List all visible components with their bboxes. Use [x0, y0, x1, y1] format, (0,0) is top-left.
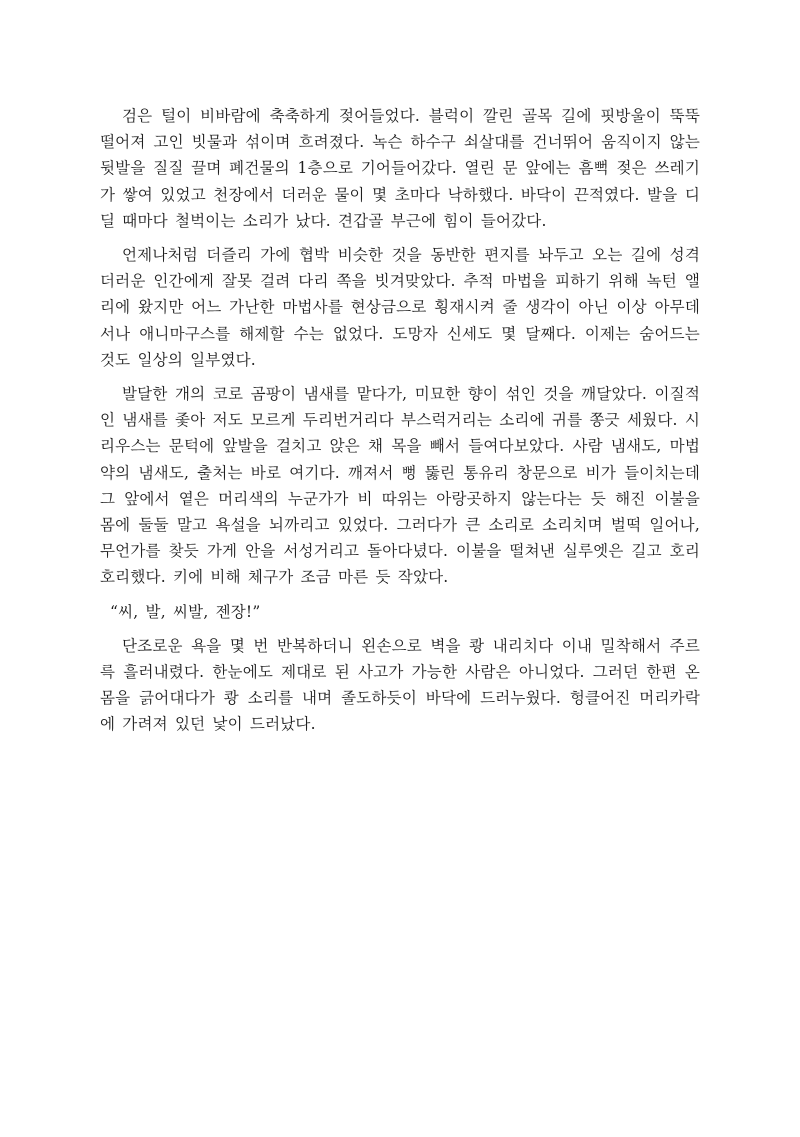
- dialogue-line: “씨, 발, 씨발, 젠장!”: [110, 602, 261, 621]
- paragraph-5: 단조로운 욕을 몇 번 반복하더니 왼손으로 벽을 쾅 내리치다 이내 밀착해서 주르륵 흘러내렸다. 한눈에도 제대로 된 사고가 가능한 사람은 아니었다. 그러던 한편 온몸을 긁어대다가 쾅 소리를 내며 졸도하듯이 바닥에 드러누웠다. 헝클어진 머리카락에 가려져 있던 낯이 드러났다.: [100, 636, 700, 734]
- paragraph-3: 발달한 개의 코로 곰팡이 냄새를 맡다가, 미묘한 향이 섞인 것을 깨달았다. 이질적인 냄새를 좇아 저도 모르게 두리번거리다 부스럭거리는 소리에 귀를 쫑긋 세웠다. 시리우스는 문턱에 앞발을 걸치고 앉은 채 목을 빼서 들여다보았다. 사람 냄새도, 마법약의 냄새도, 출처는 바로 여기다. 깨져서 뻥 뚫린 통유리 창문으로 비가 들이치는데 그 앞에서 옅은 머리색의 누군가가 비 따위는 아랑곳하지 않는다는 듯 해진 이불을 몸에 둘둘 말고 욕설을 뇌까리고 있었다. 그러다가 큰 소리로 소리치며 벌떡 일어나, 무언가를 찾듯 가게 안을 서성거리고 돌아다녔다. 이불을 떨쳐낸 실루엣은 길고 호리호리했다. 키에 비해 체구가 조금 마른 듯 작았다.: [100, 385, 700, 587]
- paragraph-1: 검은 털이 비바람에 축축하게 젖어들었다. 블럭이 깔린 골목 길에 핏방울이 뚝뚝 떨어져 고인 빗물과 섞이며 흐려졌다. 녹슨 하수구 쇠살대를 건너뛰어 움직이지 않는 뒷발을 질질 끌며 폐건물의 1층으로 기어들어갔다. 열린 문 앞에는 흠뻑 젖은 쓰레기가 쌓여 있었고 천장에서 더러운 물이 몇 초마다 낙하했다. 바닥이 끈적였다. 발을 디딜 때마다 철벅이는 소리가 났다. 견갑골 부근에 힘이 들어갔다.: [100, 107, 700, 230]
- paragraph-2: 언제나처럼 더즐리 가에 협박 비슷한 것을 동반한 편지를 놔두고 오는 길에 성격 더러운 인간에게 잘못 걸려 다리 쪽을 빗겨맞았다. 추적 마법을 피하기 위해 녹턴 앨리에 왔지만 어느 가난한 마법사를 현상금으로 횡재시켜 줄 생각이 아닌 이상 아무데서나 애니마구스를 해제할 수는 없었다. 도망자 신세도 몇 달째다. 이제는 숨어드는 것도 일상의 일부였다.: [100, 246, 700, 369]
- story-page: [100, 103, 700, 746]
